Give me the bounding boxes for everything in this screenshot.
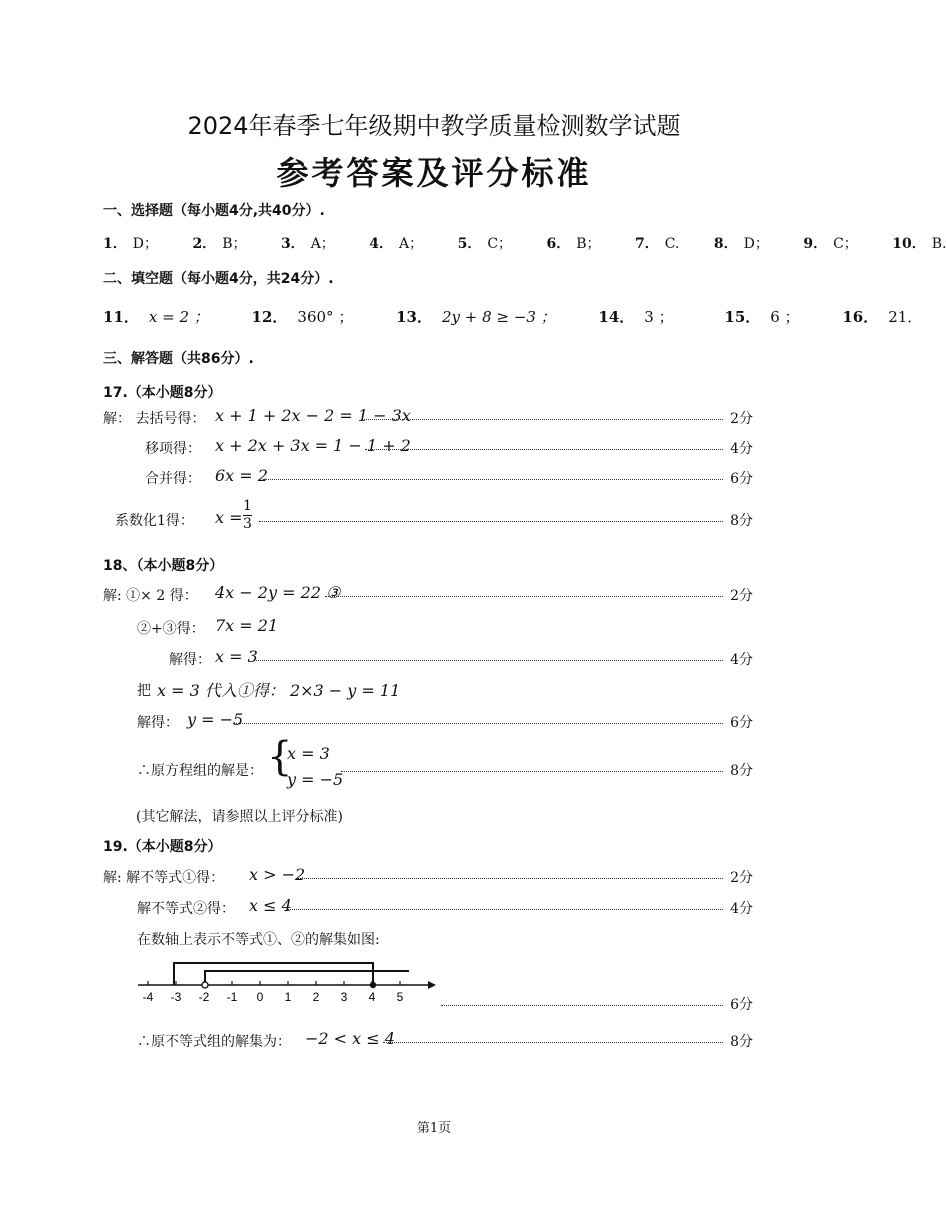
- choice-answer: 1． D；: [103, 236, 158, 252]
- number-line-tick-label: 4: [368, 990, 376, 1004]
- q18-heading: 18、（本小题8分）: [103, 558, 224, 574]
- fill-answer: 12． 360° ；: [251, 308, 354, 326]
- choice-answer: 6． B；: [546, 236, 601, 252]
- section2-heading: 二、填空题（每小题4分，共24分）.: [103, 271, 334, 287]
- q17-heading: 17.（本小题8分）: [103, 385, 222, 401]
- system-brace: {: [267, 734, 293, 780]
- fill-answer: 11． x = 2 ；: [103, 308, 209, 326]
- closed-point-4: [370, 982, 376, 988]
- choice-answer: 8． D；: [713, 236, 769, 252]
- fill-answer: 13． 2y + 8 ≥ −3 ；: [396, 308, 556, 326]
- choice-answer: 2． B；: [192, 236, 247, 252]
- number-line-tick-label: 0: [256, 990, 264, 1004]
- choice-answer: 4． A；: [369, 236, 424, 252]
- fill-answer: 16． 21．: [842, 308, 923, 326]
- section1-heading: 一、选择题（每小题4分,共40分）.: [103, 203, 325, 219]
- page-number: 第1页: [416, 1121, 452, 1136]
- choice-answer: 3． A；: [280, 236, 335, 252]
- q19-heading: 19.（本小题8分）: [103, 839, 222, 855]
- choice-answer: 7． C.: [635, 236, 680, 252]
- q19-step-4: 6分: [103, 994, 753, 1014]
- page-title: 2024年春季七年级期中教学质量检测数学试题: [187, 112, 681, 140]
- q17-step-2: 移项得： x + 2x + 3x = 1 − 1 + 2 4分: [145, 436, 753, 457]
- q17-step-3: 合并得： 6x = 2 6分: [145, 466, 753, 487]
- q18-step-4: 把 x = 3 代入①得： 2×3 − y = 11: [137, 681, 401, 700]
- q18-step-5: 解得： y = −5 6分: [137, 710, 753, 731]
- number-line-arrow: [428, 981, 436, 989]
- choice-answer: 10． B.: [892, 236, 946, 252]
- number-line-tick-label: 5: [396, 990, 404, 1004]
- open-point-neg2: [202, 982, 208, 988]
- fill-answers-row: [103, 306, 922, 327]
- q19-step-2: 解不等式②得： x ≤ 4 4分: [137, 896, 753, 917]
- number-line-tick-label: 1: [284, 990, 292, 1004]
- section3-heading: 三、解答题（共86分）.: [103, 351, 254, 367]
- q18-step-6: ∴原方程组的解是： { x = 3 y = −5 8分: [137, 734, 753, 789]
- number-line-tick-label: -3: [170, 990, 182, 1004]
- q18-step-1: 解: ①× 2 得： 4x − 2y = 22 ③ 2分: [103, 583, 753, 604]
- q17-step-1: 解： 去括号得： x + 1 + 2x − 2 = 1 − 3x 2分: [103, 406, 753, 427]
- fraction-one-third: $\frac{1}{3}$: [243, 498, 252, 532]
- number-line-tick-label: -2: [198, 990, 210, 1004]
- q18-step-3: 解得： x = 3 4分: [169, 647, 753, 668]
- choice-answer: 5． C；: [457, 236, 513, 252]
- page-subtitle: 参考答案及评分标准: [276, 154, 592, 192]
- number-line-tick-label: -4: [142, 990, 154, 1004]
- q19-step-5: ∴原不等式组的解集为： −2 < x ≤ 4 8分: [137, 1029, 753, 1050]
- fill-answer: 15． 6 ；: [724, 308, 800, 326]
- q17-step-4: 系数化1得： x = $\frac{1}{3}$ 8分: [115, 498, 753, 532]
- q18-step-2: ②+③得： 7x = 21: [137, 616, 279, 637]
- number-line-tick-label: 3: [340, 990, 348, 1004]
- number-line-tick-label: -1: [226, 990, 238, 1004]
- q18-note: (其它解法，请参照以上评分标准): [136, 809, 343, 825]
- choice-answer: 9． C；: [803, 236, 858, 252]
- q19-step-1: 解: 解不等式①得： x > −2 2分: [103, 865, 753, 886]
- fill-answer: 14． 3 ；: [598, 308, 674, 326]
- choice-answers-row: [103, 233, 946, 253]
- solution-bracket-x-gt-neg2: [205, 971, 409, 985]
- q19-step-3: 在数轴上表示不等式①、②的解集如图:: [137, 932, 380, 948]
- number-line-tick-label: 2: [312, 990, 320, 1004]
